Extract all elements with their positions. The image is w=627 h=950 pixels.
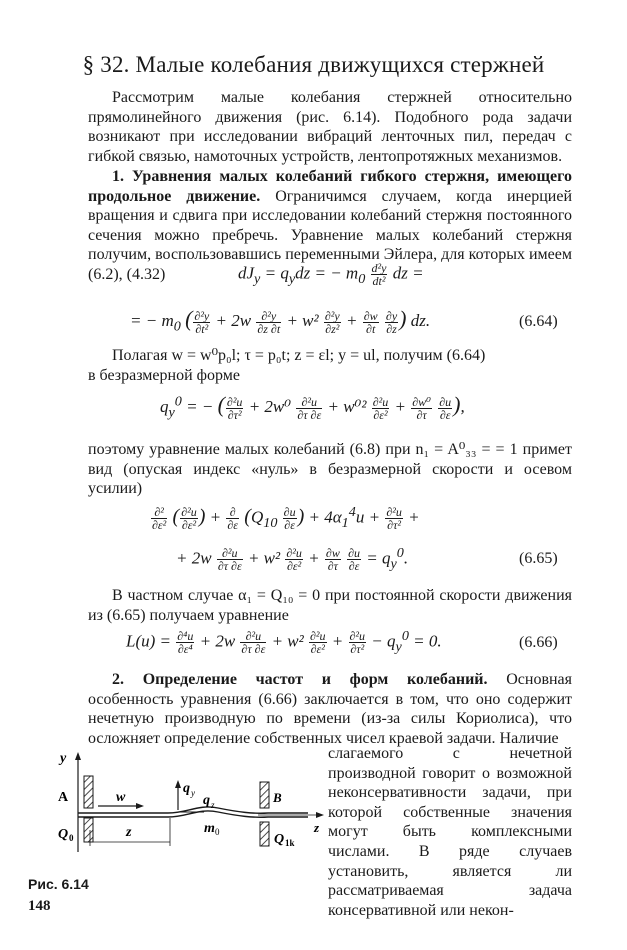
equation-number-6-65: (6.65) bbox=[519, 550, 558, 567]
polagaya-line2: в безразмерной форме bbox=[88, 366, 240, 384]
equation-6-64-line1: $dJ_y = q_ydz$ = − $m_0$ $\frac{\text{d²y}}{\text{dt²}}$ dz = bbox=[238, 261, 424, 288]
label-qz-subscript: z bbox=[211, 800, 215, 810]
label-B: B bbox=[273, 790, 282, 805]
label-qy: q bbox=[183, 781, 190, 796]
section-heading: § 32. Малые колебания движущихся стержней bbox=[82, 52, 545, 77]
wrap-paragraph: слагаемого с нечетной производной говорит о возможной неконсервативности задачи, при которой собственные значения могут быть комплексными числами. В ряде случаев установить, является ли рассматриваемая задача консервативной или некон- bbox=[328, 745, 572, 919]
polagaya-line1: Полагая w = w⁰p₀l; τ = p₀t; z = εl; y = ul, получим (6.64) bbox=[112, 347, 486, 364]
support-b-upper bbox=[260, 782, 269, 808]
z-axis-arrow bbox=[316, 812, 324, 818]
label-z-dim: z bbox=[126, 825, 132, 840]
equation-6-65-line1: $\frac{\text{∂²}}{\text{∂ε²}}$ ( $\frac{\text{∂²u}}{\text{∂ε²}}$ ) + $\frac{\partial}{\partial\varepsilon}$ ($Q_{10}$ $\frac{\partial u}{\partial\varepsilon}$ ) + $4\alpha_1^4u$ + $\frac{\text{∂²u}}{\text{∂τ²}}$ + bbox=[152, 504, 420, 533]
support-b-lower bbox=[260, 822, 269, 846]
subsection-1-title: 1. Уравнения малых колебаний гибкого стержня, имеющего продольное движение. bbox=[88, 168, 572, 205]
page-number: 148 bbox=[28, 898, 51, 914]
label-m0: m bbox=[204, 821, 215, 836]
support-a-lower bbox=[84, 818, 93, 842]
label-w: w bbox=[116, 790, 126, 805]
subsection-2 bbox=[88, 670, 572, 748]
subsection-1-text: Ограничимся случаем, когда инерцией вращения и сдвига при исследовании колебаний стержня постоянного сечения можно пребречь. Уравнение малых колебаний стержня получим, воспользовавшись переменными Эйлера, для которых имеем (6.2), (4.32) bbox=[88, 187, 573, 283]
support-a-upper bbox=[84, 776, 93, 808]
label-Q1k: Q bbox=[274, 832, 285, 847]
chastnom-text: В частном случае α₁ = Q₁₀ = 0 при постоянной скорости движения из (6.65) получаем уравнение bbox=[88, 587, 572, 624]
paragraph-chastnom bbox=[88, 586, 572, 625]
intro-paragraph bbox=[88, 88, 572, 166]
subsection-2-text: Основная особенность уравнения (6.66) заключается в том, что оно содержит нечетную производную по времени (из-за силы Кориолиса), что осложняет определение собственных чисел краевой задачи. Наличие bbox=[88, 671, 573, 747]
paragraph-polagaya bbox=[88, 346, 572, 385]
intro-text: Рассмотрим малые колебания стержней относительно прямолинейного движения (рис. 6.14). Подобного рода задачи возникают при исследовании вибраций ленточных пил, передач с гибкой связью, намоточных устройств, лентопротяжных механизмов. bbox=[88, 89, 572, 165]
figure-caption: Рис. 6.14 bbox=[28, 876, 89, 892]
label-m0-subscript: 0 bbox=[215, 827, 220, 837]
equation-6-64-line2: = − $m_0$ ( $\frac{\text{∂²y}}{\text{∂t²}}$ + 2w $\frac{\text{∂²y}}{\partial z \partial t}$ + w² $\frac{\text{∂²y}}{\text{∂z²}}$ + $\frac{\partial w}{\partial t}$ $\frac{\partial y}{\partial z}$ ) dz. bbox=[130, 306, 431, 336]
qy-arrowhead bbox=[175, 780, 181, 788]
figure-6-14 bbox=[28, 746, 328, 872]
equation-number-6-64: (6.64) bbox=[519, 313, 558, 330]
subsection-2-title: 2. Определение частот и форм колебаний. bbox=[112, 671, 488, 688]
label-Q0-subscript: 0 bbox=[69, 833, 74, 843]
paragraph-poetomu: поэтому уравнение малых колебаний (6.8) при n₁ = A⁰₃₃ = = 1 примет вид (опуская индекс «нуль» в безразмерной скорости и осевом усилии) bbox=[88, 441, 572, 498]
y-axis-arrow bbox=[75, 752, 81, 760]
label-y: y bbox=[60, 751, 67, 766]
equation-6-65-line2: + 2w $\frac{\text{∂²u}}{\partial\tau \partial\varepsilon}$ + w² $\frac{\text{∂²u}}{\text{∂ε²}}$ + $\frac{\partial w}{\partial\tau}$ $\frac{\partial u}{\partial\varepsilon}$ = $q_y^0$. bbox=[176, 545, 409, 574]
label-Q1k-subscript: 1k bbox=[285, 838, 295, 848]
label-Q0: Q bbox=[58, 827, 69, 842]
equation-number-6-66: (6.66) bbox=[519, 634, 558, 651]
label-qy-subscript: y bbox=[191, 788, 195, 798]
velocity-arrowhead bbox=[136, 803, 144, 809]
label-qz: q bbox=[203, 793, 210, 808]
label-A: A bbox=[58, 790, 69, 805]
equation-qy0: $q_y^0$ = − ( $\frac{\text{∂²u}}{\text{∂τ²}}$ + 2w⁰ $\frac{\text{∂²u}}{\partial\tau \partial\varepsilon}$ + w⁰² $\frac{\text{∂²u}}{\text{∂ε²}}$ + $\frac{\text{∂w⁰}}{\partial\tau}$ $\frac{\partial u}{\partial\varepsilon}$ ), bbox=[160, 392, 465, 422]
label-z-axis: z bbox=[314, 820, 320, 835]
equation-6-66: L(u) = $\frac{\text{∂⁴u}}{\text{∂ε⁴}}$ + 2w $\frac{\text{∂²u}}{\partial\tau \partial\varepsilon}$ + w² $\frac{\text{∂²u}}{\text{∂ε²}}$ + $\frac{\text{∂²u}}{\text{∂τ²}}$ − $q_y^0 = 0$. bbox=[126, 628, 442, 657]
